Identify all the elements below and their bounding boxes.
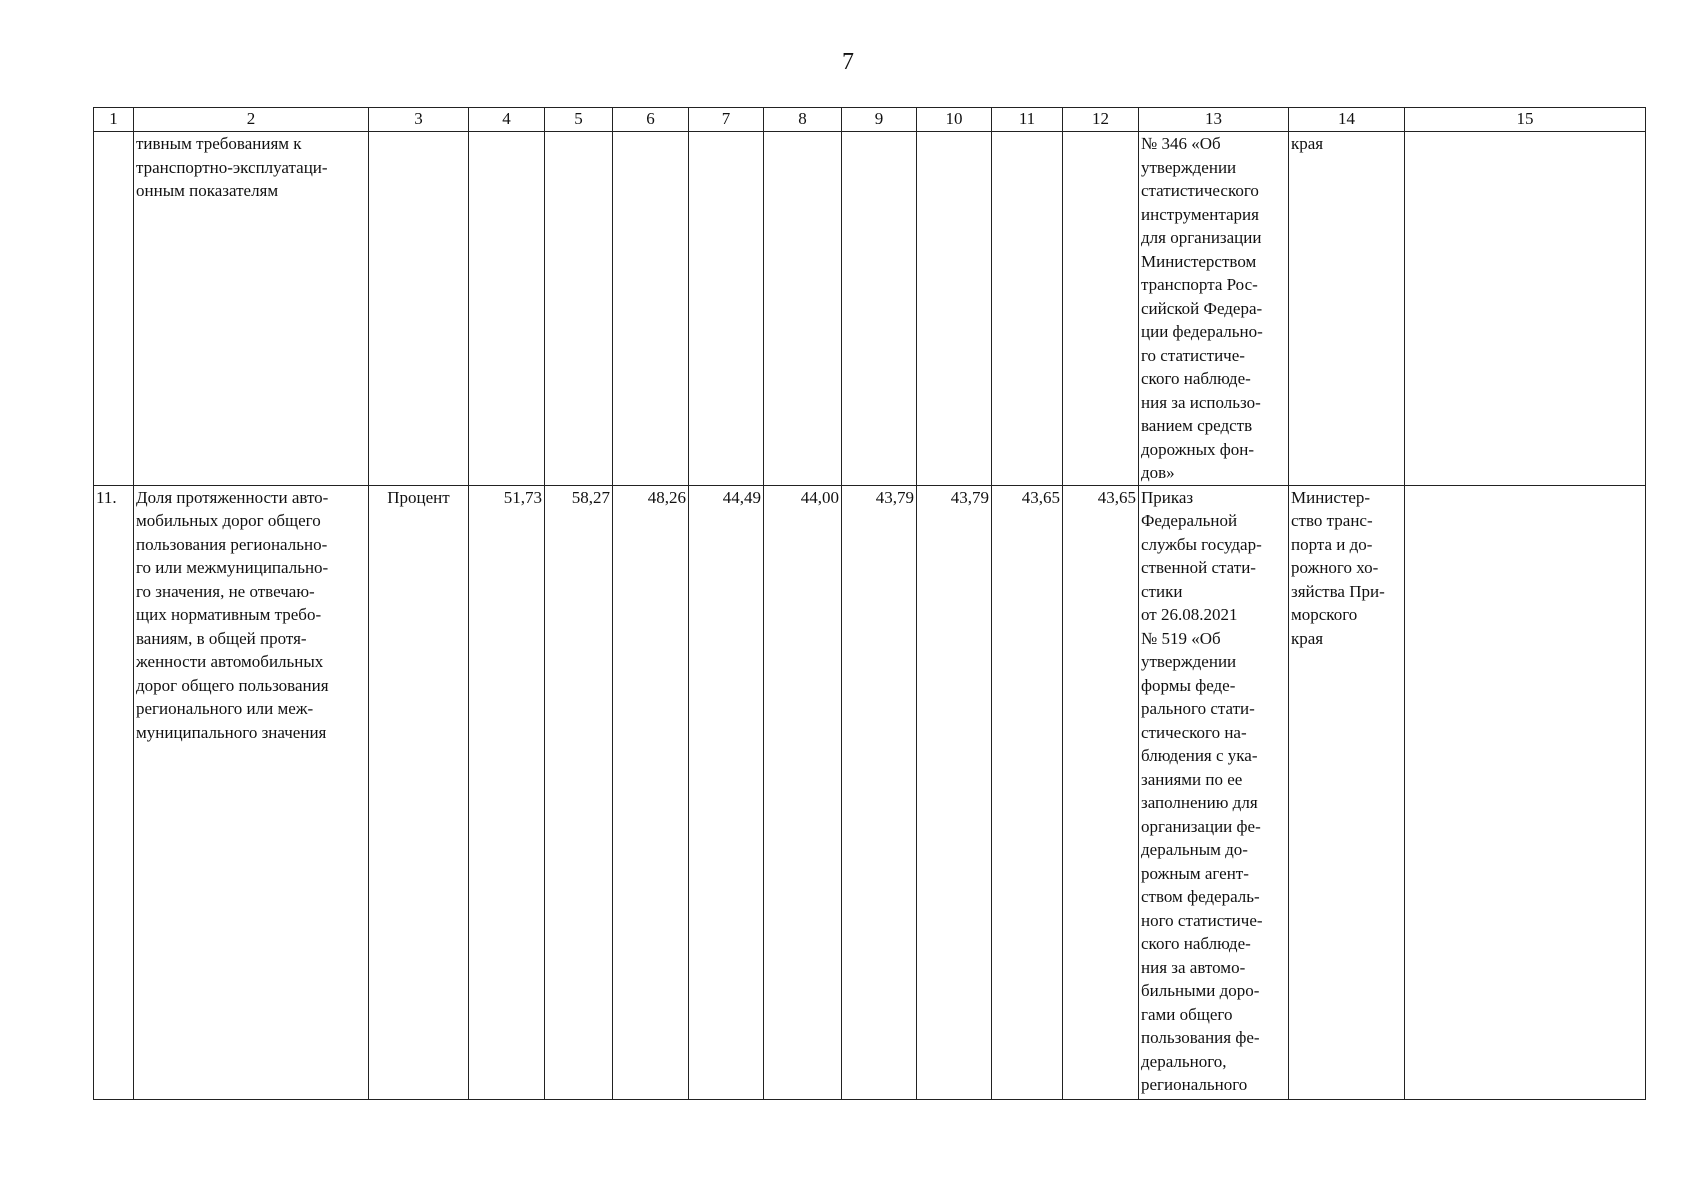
responsible-body-cell: Министер- ство транс- порта и до- рожного хо- зяйства При- морского края [1289,485,1405,1099]
value-cell [764,132,842,486]
indicator-name-cell: Доля протяженности авто- мобильных дорог общего пользования регионально- го или межмуниципально- го значения, не отвечаю- щих нормативным требо- ваниям, в общей протя- женности автомобильных дорог общего пользования регионального или меж- муниципального значения [134,485,369,1099]
value-cell: 51,73 [469,485,545,1099]
column-header: 6 [613,108,689,132]
row-number-cell: 11. [94,485,134,1099]
value-cell: 44,49 [689,485,764,1099]
column-header: 7 [689,108,764,132]
column-number-row [94,108,1646,132]
value-cell: 43,79 [842,485,917,1099]
notes-cell [1405,132,1646,486]
page-number: 7 [842,49,854,75]
value-cell [545,132,613,486]
value-cell: 48,26 [613,485,689,1099]
value-cell [992,132,1063,486]
value-cell: 44,00 [764,485,842,1099]
value-cell: 43,65 [992,485,1063,1099]
source-document-cell: № 346 «Об утверждении статистического инструментария для организации Министерством транспорта Рос- сийской Федера- ции федерально- го статистиче- ского наблюде- ния за использо- ванием средств дорожных фон- дов» [1139,132,1289,486]
responsible-body-cell: края [1289,132,1405,486]
value-cell [613,132,689,486]
column-header: 3 [369,108,469,132]
value-cell [1063,132,1139,486]
column-header: 10 [917,108,992,132]
value-cell [917,132,992,486]
column-header: 13 [1139,108,1289,132]
notes-cell [1405,485,1646,1099]
value-cell [469,132,545,486]
unit-cell: Процент [369,485,469,1099]
value-cell: 43,79 [917,485,992,1099]
column-header: 14 [1289,108,1405,132]
source-document-cell: Приказ Федеральной службы государ- ственной стати- стики от 26.08.2021 № 519 «Об утверждении формы феде- рального стати- стического на- блюдения с ука- заниями по ее заполнению для организации фе- деральным до- рожным агент- ством федераль- ного статистиче- ского наблюде- ния за автомо- бильными доро- гами общего пользования фе- дерального, регионального [1139,485,1289,1099]
column-header: 12 [1063,108,1139,132]
column-header: 9 [842,108,917,132]
column-header: 15 [1405,108,1646,132]
column-header: 1 [94,108,134,132]
column-header: 2 [134,108,369,132]
column-header: 4 [469,108,545,132]
column-header: 8 [764,108,842,132]
indicator-table [93,107,1646,1100]
value-cell: 58,27 [545,485,613,1099]
column-header: 5 [545,108,613,132]
indicator-name-cell: тивным требованиям к транспортно-эксплуатаци- онным показателям [134,132,369,486]
table-row [94,485,1646,1099]
value-cell [689,132,764,486]
unit-cell [369,132,469,486]
value-cell [842,132,917,486]
table-row [94,132,1646,486]
column-header: 11 [992,108,1063,132]
row-number-cell [94,132,134,486]
value-cell: 43,65 [1063,485,1139,1099]
